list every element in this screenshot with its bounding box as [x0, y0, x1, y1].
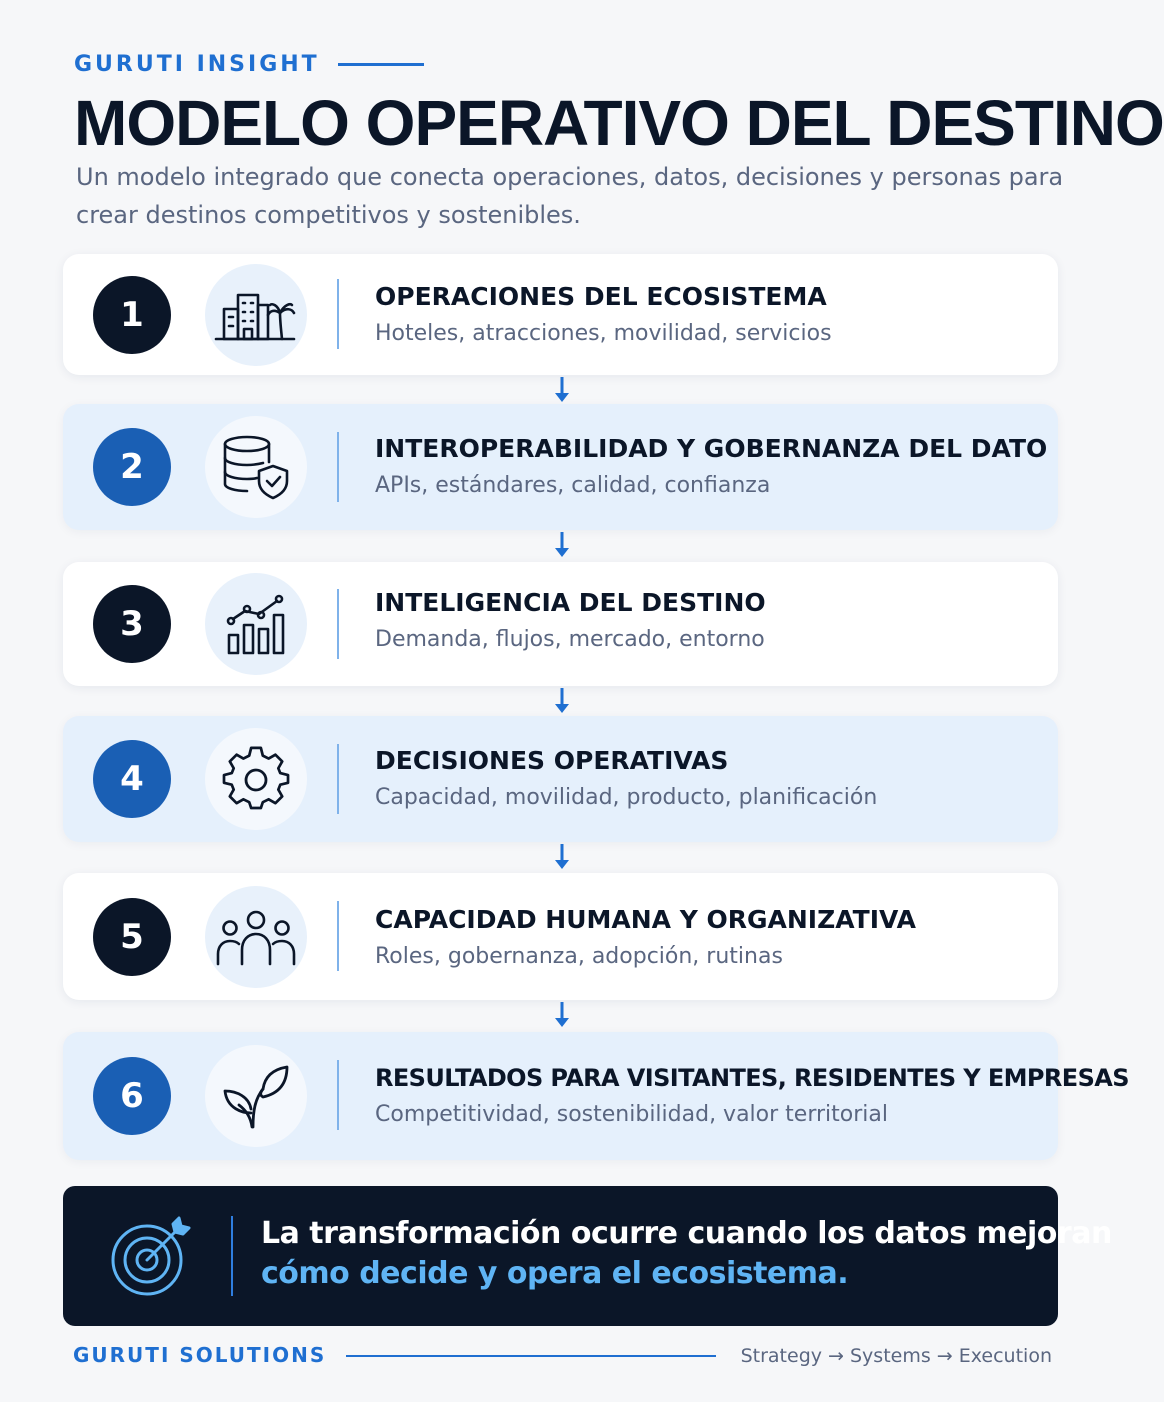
chart-trend-icon	[205, 573, 307, 675]
step-number: 6	[93, 1057, 171, 1135]
step-card-1	[63, 254, 1058, 375]
down-arrow-icon	[553, 686, 571, 716]
divider	[337, 1060, 339, 1130]
down-arrow-icon	[553, 842, 571, 872]
banner-line-1: La transformación ocurre cuando los datos mejoran	[261, 1216, 1112, 1251]
step-subtitle: Competitividad, sostenibilidad, valor territorial	[375, 1102, 888, 1127]
step-title: INTEROPERABILIDAD Y GOBERNANZA DEL DATO	[375, 434, 1048, 463]
people-icon	[205, 886, 307, 988]
eyebrow-label: GURUTI INSIGHT	[74, 52, 320, 77]
divider	[337, 432, 339, 502]
footer-brand: GURUTI SOLUTIONS	[73, 1343, 327, 1367]
eyebrow	[74, 52, 424, 77]
divider	[337, 589, 339, 659]
down-arrow-icon	[553, 375, 571, 405]
divider	[337, 744, 339, 814]
step-title: OPERACIONES DEL ECOSISTEMA	[375, 282, 827, 311]
page-subtitle: Un modelo integrado que conecta operaciones, datos, decisiones y personas para crear destinos competitivos y sostenibles.	[76, 163, 1064, 229]
step-title: DECISIONES OPERATIVAS	[375, 746, 729, 775]
divider	[337, 901, 339, 971]
down-arrow-icon	[553, 530, 571, 560]
step-subtitle: Capacidad, movilidad, producto, planificación	[375, 785, 878, 810]
step-subtitle: Roles, gobernanza, adopción, rutinas	[375, 944, 783, 969]
step-number: 1	[93, 276, 171, 354]
page-title: MODELO OPERATIVO DEL DESTINO	[74, 87, 1164, 159]
step-card-2	[63, 404, 1058, 530]
divider	[337, 279, 339, 349]
step-number: 3	[93, 585, 171, 663]
conclusion-banner	[63, 1186, 1112, 1326]
step-card-5	[63, 873, 1058, 1000]
step-subtitle: Hoteles, atracciones, movilidad, servicios	[375, 321, 832, 346]
step-card-3	[63, 562, 1058, 686]
gear-icon	[205, 728, 307, 830]
database-shield-icon	[205, 416, 307, 518]
eyebrow-divider	[338, 63, 424, 66]
step-subtitle: APIs, estándares, calidad, confianza	[375, 473, 771, 498]
divider	[231, 1216, 233, 1296]
step-title: CAPACIDAD HUMANA Y ORGANIZATIVA	[375, 905, 916, 934]
banner-line-2: cómo decide y opera el ecosistema.	[261, 1256, 849, 1291]
step-number: 4	[93, 740, 171, 818]
step-subtitle: Demanda, flujos, mercado, entorno	[375, 627, 765, 652]
step-title: RESULTADOS PARA VISITANTES, RESIDENTES Y EMPRESAS	[375, 1064, 1129, 1092]
step-number: 2	[93, 428, 171, 506]
city-palm-icon	[205, 264, 307, 366]
step-card-4	[63, 716, 1058, 842]
step-number: 5	[93, 898, 171, 976]
footer-tagline: Strategy → Systems → Execution	[740, 1345, 1052, 1367]
target-icon	[109, 1216, 193, 1300]
footer-divider	[346, 1355, 716, 1357]
step-title: INTELIGENCIA DEL DESTINO	[375, 588, 766, 617]
down-arrow-icon	[553, 1000, 571, 1030]
leaf-icon	[205, 1045, 307, 1147]
step-card-6	[63, 1032, 1129, 1160]
